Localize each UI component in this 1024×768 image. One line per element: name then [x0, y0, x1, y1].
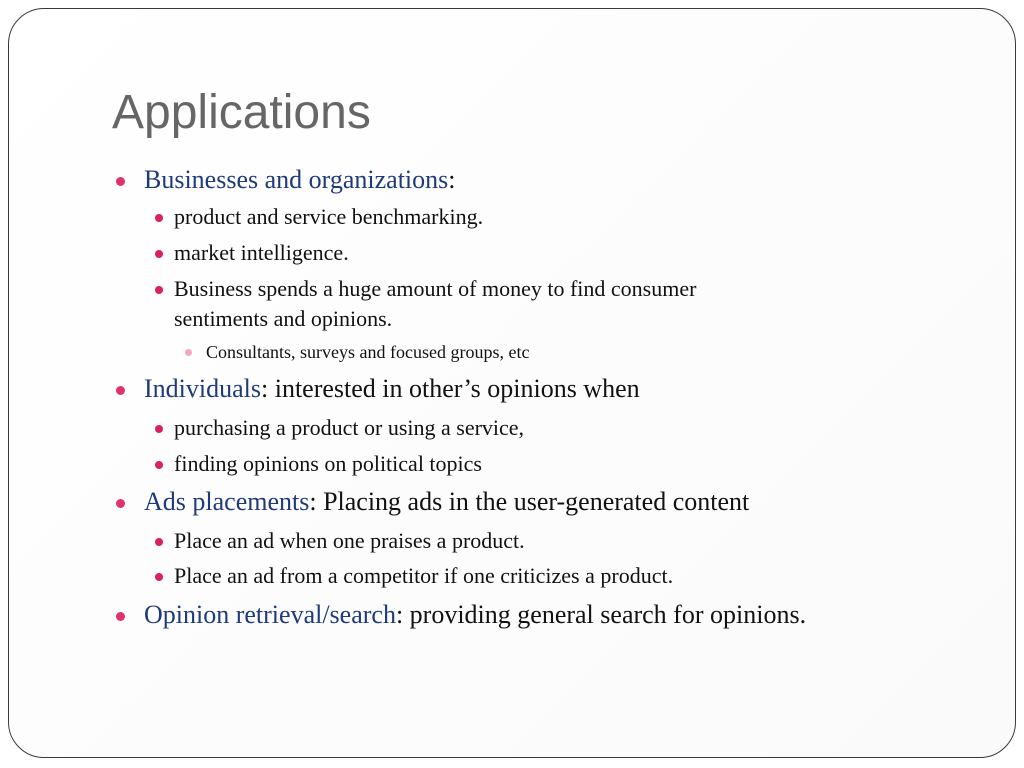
bullet-icon [155, 214, 163, 222]
list-item-continuation: sentiments and opinions. [174, 306, 393, 331]
list-item-opinion-retrieval [144, 600, 806, 630]
bullet-icon [155, 286, 163, 294]
item-rest: : providing general search for opinions. [395, 600, 807, 629]
item-rest: : Placing ads in the user-generated content [309, 487, 750, 516]
list-item-businesses [144, 165, 456, 195]
list-item: purchasing a product or using a service, [174, 415, 525, 440]
bullet-icon [155, 250, 163, 258]
list-item: finding opinions on political topics [174, 451, 482, 476]
list-item-individuals [144, 374, 640, 404]
list-item: Place an ad when one praises a product. [174, 528, 525, 553]
bullet-icon [116, 612, 125, 621]
item-lead: Businesses and organizations [144, 165, 449, 194]
bullet-icon [155, 538, 163, 546]
item-lead: Ads placements [144, 487, 310, 516]
item-lead: Individuals [144, 374, 261, 403]
bullet-icon [116, 499, 125, 508]
bullet-icon [116, 386, 125, 395]
bullet-icon [155, 425, 163, 433]
slide-title: Applications [112, 86, 371, 139]
list-item: product and service benchmarking. [174, 204, 484, 229]
bullet-icon [155, 573, 163, 581]
bullet-icon [116, 177, 125, 186]
list-item-ads-placements [144, 487, 749, 517]
list-item: market intelligence. [174, 240, 349, 265]
item-rest: : interested in other’s opinions when [261, 374, 640, 403]
list-item: Place an ad from a competitor if one criticizes a product. [174, 563, 674, 588]
bullet-icon [185, 349, 192, 356]
bullet-icon [155, 461, 163, 469]
list-item: Consultants, surveys and focused groups, etc [206, 342, 530, 362]
item-rest: : [448, 165, 456, 194]
list-item: Business spends a huge amount of money to find consumer [174, 276, 697, 301]
item-lead: Opinion retrieval/search [144, 600, 396, 629]
